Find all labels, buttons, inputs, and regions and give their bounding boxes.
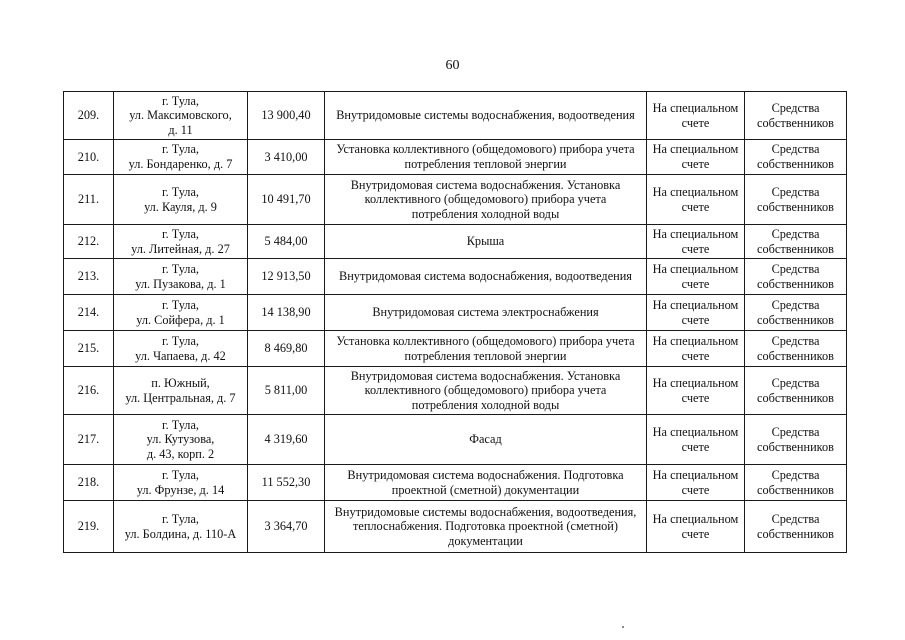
row-number-cell: 219. xyxy=(64,501,114,553)
address-line: г. Тула, xyxy=(162,93,199,108)
registry-table-body xyxy=(64,92,847,553)
work-type-line: Установка коллективного (общедомового) прибора учета xyxy=(336,333,635,348)
work-type-line: Установка коллективного (общедомового) прибора учета xyxy=(336,142,635,157)
funding-source-line: Средства xyxy=(771,184,820,199)
account-cell xyxy=(647,331,745,367)
scan-speck xyxy=(622,626,624,628)
table-row xyxy=(64,140,847,175)
row-number-cell: 212. xyxy=(64,225,114,259)
row-number-cell: 215. xyxy=(64,331,114,367)
account-line: На специальном xyxy=(652,375,739,390)
address-line: ул. Литейная, д. 27 xyxy=(131,241,230,256)
table-row xyxy=(64,501,847,553)
row-number-cell: 218. xyxy=(64,465,114,501)
address-line: ул. Кутузова, xyxy=(146,432,215,447)
funding-source-cell xyxy=(745,259,847,295)
work-type-cell xyxy=(325,259,647,295)
address-cell xyxy=(114,331,248,367)
address-line: д. 11 xyxy=(168,122,193,137)
funding-source-line: собственников xyxy=(757,526,834,541)
address-line: ул. Сойфера, д. 1 xyxy=(136,312,225,327)
amount-cell: 12 913,50 xyxy=(248,259,325,295)
account-line: На специальном xyxy=(652,142,739,157)
account-line: На специальном xyxy=(652,261,739,276)
address-line: ул. Пузакова, д. 1 xyxy=(135,276,226,291)
funding-source-line: собственников xyxy=(757,241,834,256)
amount-cell: 11 552,30 xyxy=(248,465,325,501)
funding-source-cell xyxy=(745,331,847,367)
amount-cell: 3 364,70 xyxy=(248,501,325,553)
account-line: На специальном xyxy=(652,297,739,312)
funding-source-line: Средства xyxy=(771,467,820,482)
table-row xyxy=(64,331,847,367)
row-number-cell: 217. xyxy=(64,415,114,465)
account-cell xyxy=(647,295,745,331)
account-line: счете xyxy=(681,526,710,541)
work-type-cell xyxy=(325,295,647,331)
account-line: счете xyxy=(681,439,710,454)
registry-table xyxy=(63,91,847,553)
work-type-line: Внутридомовые системы водоснабжения, водоотведения, xyxy=(334,504,637,519)
account-line: На специальном xyxy=(652,467,739,482)
account-line: счете xyxy=(681,199,710,214)
work-type-line: Внутридомовая система водоснабжения, водоотведения xyxy=(339,269,632,284)
work-type-cell xyxy=(325,92,647,140)
address-line: ул. Кауля, д. 9 xyxy=(144,199,217,214)
address-line: ул. Центральная, д. 7 xyxy=(125,390,236,405)
funding-source-line: собственников xyxy=(757,390,834,405)
funding-source-line: Средства xyxy=(771,142,820,157)
address-line: ул. Чапаева, д. 42 xyxy=(135,348,226,363)
funding-source-line: собственников xyxy=(757,439,834,454)
account-line: На специальном xyxy=(652,424,739,439)
account-cell xyxy=(647,501,745,553)
account-cell xyxy=(647,225,745,259)
address-line: г. Тула, xyxy=(162,297,199,312)
account-line: счете xyxy=(681,390,710,405)
table-row xyxy=(64,92,847,140)
work-type-cell xyxy=(325,225,647,259)
work-type-line: теплоснабжения. Подготовка проектной (сметной) xyxy=(353,519,618,534)
account-line: счете xyxy=(681,115,710,130)
account-line: На специальном xyxy=(652,511,739,526)
work-type-line: документации xyxy=(448,533,523,548)
address-cell xyxy=(114,295,248,331)
funding-source-line: Средства xyxy=(771,226,820,241)
table-row xyxy=(64,367,847,415)
amount-cell: 4 319,60 xyxy=(248,415,325,465)
address-line: п. Южный, xyxy=(151,375,210,390)
amount-cell: 3 410,00 xyxy=(248,140,325,175)
work-type-line: Крыша xyxy=(466,234,505,249)
account-line: На специальном xyxy=(652,100,739,115)
address-line: г. Тула, xyxy=(162,226,199,241)
address-cell xyxy=(114,367,248,415)
work-type-line: потребления тепловой энергии xyxy=(404,348,567,363)
funding-source-line: Средства xyxy=(771,297,820,312)
account-cell xyxy=(647,465,745,501)
address-cell xyxy=(114,501,248,553)
address-cell xyxy=(114,225,248,259)
table-row xyxy=(64,259,847,295)
funding-source-line: Средства xyxy=(771,424,820,439)
account-line: счете xyxy=(681,157,710,171)
row-number-cell: 216. xyxy=(64,367,114,415)
funding-source-cell xyxy=(745,367,847,415)
table-row xyxy=(64,225,847,259)
account-cell xyxy=(647,92,745,140)
funding-source-cell xyxy=(745,295,847,331)
funding-source-line: собственников xyxy=(757,276,834,291)
amount-cell: 14 138,90 xyxy=(248,295,325,331)
table-row xyxy=(64,295,847,331)
account-line: счете xyxy=(681,482,710,497)
address-line: г. Тула, xyxy=(162,511,199,526)
table-row xyxy=(64,175,847,225)
account-line: счете xyxy=(681,312,710,327)
funding-source-line: собственников xyxy=(757,482,834,497)
row-number-cell: 211. xyxy=(64,175,114,225)
account-cell xyxy=(647,140,745,175)
work-type-line: коллективного (общедомового) прибора учета xyxy=(364,383,607,398)
account-line: На специальном xyxy=(652,184,739,199)
account-line: На специальном xyxy=(652,226,739,241)
address-line: г. Тула, xyxy=(162,417,199,432)
row-number-cell: 214. xyxy=(64,295,114,331)
row-number-cell: 210. xyxy=(64,140,114,175)
table-row xyxy=(64,465,847,501)
work-type-line: коллективного (общедомового) прибора учета xyxy=(364,192,607,207)
amount-cell: 13 900,40 xyxy=(248,92,325,140)
address-line: ул. Фрунзе, д. 14 xyxy=(136,482,225,497)
work-type-line: Внутридомовая система электроснабжения xyxy=(372,305,599,320)
work-type-cell xyxy=(325,415,647,465)
address-line: г. Тула, xyxy=(162,261,199,276)
address-line: г. Тула, xyxy=(162,184,199,199)
account-cell xyxy=(647,175,745,225)
work-type-line: проектной (сметной) документации xyxy=(391,482,580,497)
funding-source-cell xyxy=(745,92,847,140)
address-line: г. Тула, xyxy=(162,142,199,157)
funding-source-cell xyxy=(745,175,847,225)
account-cell xyxy=(647,259,745,295)
funding-source-cell xyxy=(745,140,847,175)
work-type-cell xyxy=(325,501,647,553)
address-cell xyxy=(114,92,248,140)
funding-source-line: Средства xyxy=(771,261,820,276)
table-row xyxy=(64,415,847,465)
account-line: счете xyxy=(681,348,710,363)
account-cell xyxy=(647,367,745,415)
funding-source-cell xyxy=(745,415,847,465)
address-line: д. 43, корп. 2 xyxy=(146,446,215,461)
amount-cell: 8 469,80 xyxy=(248,331,325,367)
funding-source-line: Средства xyxy=(771,375,820,390)
work-type-line: потребления холодной воды xyxy=(411,206,560,221)
address-line: ул. Болдина, д. 110-А xyxy=(124,526,237,541)
work-type-line: потребления холодной воды xyxy=(411,397,560,412)
account-line: счете xyxy=(681,276,710,291)
account-cell xyxy=(647,415,745,465)
funding-source-cell xyxy=(745,501,847,553)
address-line: г. Тула, xyxy=(162,467,199,482)
row-number-cell: 213. xyxy=(64,259,114,295)
work-type-cell xyxy=(325,367,647,415)
amount-cell: 5 484,00 xyxy=(248,225,325,259)
funding-source-line: собственников xyxy=(757,115,834,130)
funding-source-cell xyxy=(745,225,847,259)
work-type-cell xyxy=(325,140,647,175)
funding-source-line: собственников xyxy=(757,348,834,363)
work-type-line: Внутридомовая система водоснабжения. Подготовка xyxy=(347,467,624,482)
address-line: г. Тула, xyxy=(162,333,199,348)
funding-source-line: собственников xyxy=(757,199,834,214)
work-type-line: потребления тепловой энергии xyxy=(404,157,567,171)
address-cell xyxy=(114,259,248,295)
amount-cell: 10 491,70 xyxy=(248,175,325,225)
address-cell xyxy=(114,175,248,225)
funding-source-line: Средства xyxy=(771,333,820,348)
work-type-cell xyxy=(325,331,647,367)
funding-source-line: Средства xyxy=(771,511,820,526)
row-number-cell: 209. xyxy=(64,92,114,140)
amount-cell: 5 811,00 xyxy=(248,367,325,415)
funding-source-line: собственников xyxy=(757,157,834,171)
address-line: ул. Бондаренко, д. 7 xyxy=(128,157,233,171)
address-cell xyxy=(114,415,248,465)
work-type-cell xyxy=(325,465,647,501)
funding-source-line: собственников xyxy=(757,312,834,327)
work-type-line: Внутридомовая система водоснабжения. Установка xyxy=(350,177,621,192)
work-type-line: Фасад xyxy=(469,432,502,447)
page-number: 60 xyxy=(445,58,460,73)
work-type-line: Внутридомовая система водоснабжения. Установка xyxy=(350,368,621,383)
account-line: На специальном xyxy=(652,333,739,348)
funding-source-line: Средства xyxy=(771,100,820,115)
funding-source-cell xyxy=(745,465,847,501)
work-type-cell xyxy=(325,175,647,225)
address-cell xyxy=(114,465,248,501)
work-type-line: Внутридомовые системы водоснабжения, водоотведения xyxy=(336,108,635,123)
account-line: счете xyxy=(681,241,710,256)
address-line: ул. Максимовского, xyxy=(129,108,232,123)
address-cell xyxy=(114,140,248,175)
